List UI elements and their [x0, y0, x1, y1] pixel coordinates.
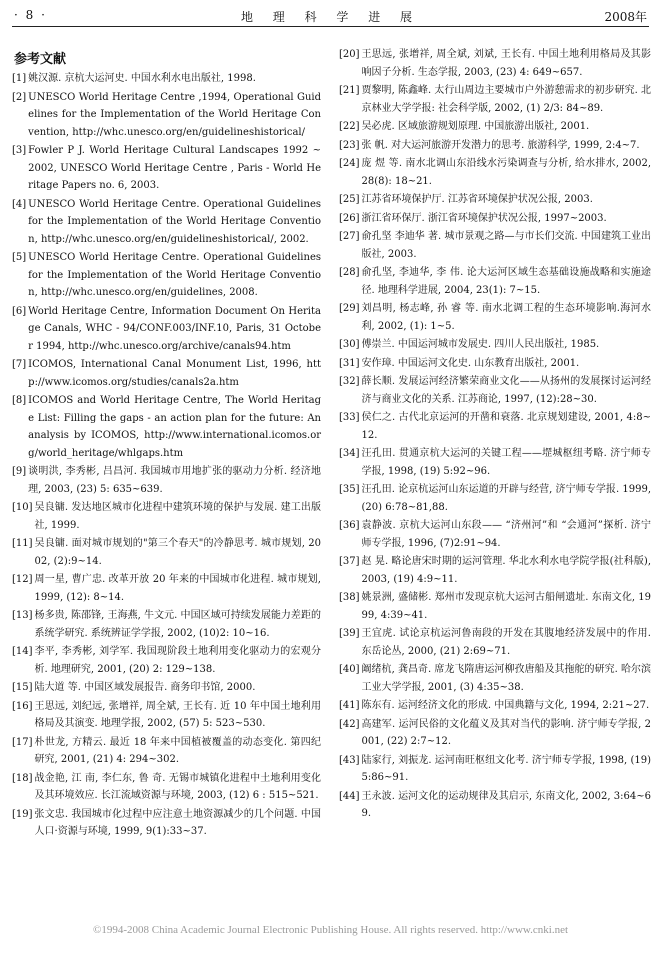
- reference-number: [34]: [339, 448, 360, 459]
- reference-item: [339, 264, 651, 299]
- page-number: · 8 ·: [14, 8, 47, 22]
- reference-number: [20]: [339, 49, 360, 60]
- reference-text: 俞孔坚 李迪华 著. 城市景观之路—与市长们交流. 中国建筑工业出版社, 2003.: [361, 231, 651, 260]
- reference-item: [12, 249, 321, 302]
- reference-text: 王思远, 刘纪远, 张增祥, 周全斌, 王长有. 近 10 年中国土地利用格局及其演变. 地理学报, 2002, (57) 5: 523~530.: [34, 700, 321, 729]
- reference-item: [339, 716, 651, 751]
- reference-number: [17]: [12, 736, 33, 748]
- reference-item: [339, 445, 651, 480]
- reference-text: 阚绪杭, 龚昌奇. 席龙飞隋唐运河柳孜唐船及其拖舵的研究. 哈尔滨工业大学学报, 2001, (3) 4:35~38.: [361, 664, 651, 693]
- reference-number: [27]: [339, 231, 360, 242]
- reference-item: [12, 463, 321, 498]
- reference-item: [339, 336, 651, 354]
- references-left-column: [12, 70, 321, 842]
- reference-number: [43]: [339, 754, 360, 766]
- reference-number: [28]: [339, 267, 360, 278]
- reference-item: [339, 191, 651, 209]
- reference-text: 王思远, 张增祥, 周全斌, 刘斌, 王长有. 中国土地利用格局及其影响因子分析. 生态学报, 2003, (23) 4: 649~657.: [361, 49, 651, 78]
- page-header: [0, 0, 661, 34]
- reference-text: 李平, 李秀彬, 刘学军. 我国现阶段土地利用变化驱动力的宏观分析. 地理研究, 2001, (20) 2: 129~138.: [34, 646, 321, 675]
- reference-item: [339, 300, 651, 335]
- reference-item: [12, 643, 321, 678]
- reference-number: [29]: [339, 303, 360, 314]
- reference-item: [339, 788, 651, 823]
- reference-item: [339, 46, 651, 81]
- copyright-footer: ©1994-2008 China Academic Journal Electronic Publishing House. All rights reserved. http://www.cnki.net: [92, 924, 569, 936]
- reference-text: 张 帆. 对大运河旅游开发潜力的思考. 旅游科学, 1999, 2:4~7.: [361, 139, 640, 151]
- reference-number: [2]: [12, 91, 27, 103]
- reference-item: [339, 137, 651, 155]
- reference-number: [16]: [12, 700, 33, 712]
- reference-number: [12]: [12, 574, 33, 585]
- reference-text: 江苏省环境保护厅. 江苏省环境保护状况公报, 2003.: [361, 194, 593, 205]
- reference-text: 傅崇兰. 中国运河城市发展史. 四川人民出版社, 1985.: [361, 339, 600, 350]
- reference-text: 吴良镛. 面对城市规划的"第三个春天"的冷静思考. 城市规划, 2002, (2):9~14.: [34, 538, 321, 567]
- reference-text: 薛长顺. 发展运河经济繁荣商业文化——从扬州的发展探讨运河经济与商业文化的关系. 江苏商论, 1997, (12):28~30.: [361, 376, 651, 405]
- reference-text: ICOMOS, International Canal Monument List, 1996, http://www.icomos.org/studies/canals2a.htm: [28, 359, 321, 388]
- reference-item: [12, 806, 321, 841]
- reference-item: [339, 517, 651, 552]
- reference-text: 刘昌明, 杨志峰, 孙 睿 等. 南水北调工程的生态环境影响.海河水利, 2002, (1): 1~5.: [361, 303, 651, 332]
- reference-text: World Heritage Centre, Information Document On Heritage Canals, WHC - 94/CONF.003/INF.10, Paris, 31 October 1994, http://whc.unesco.org/archive/canals94.htm: [28, 305, 321, 352]
- reference-text: 俞孔坚, 李迪华, 李 伟. 论大运河区域生态基础设施战略和实施途径. 地理科学进展, 2004, 23(1): 7~15.: [361, 267, 651, 296]
- reference-text: 杨多贵, 陈邵锋, 王海燕, 牛文元. 中国区域可持续发展能力差距的系统学研究. 系统辨证学学报, 2002, (10)2: 10~16.: [34, 610, 321, 639]
- reference-item: [339, 481, 651, 516]
- reference-number: [36]: [339, 520, 360, 531]
- reference-item: [12, 392, 321, 462]
- references-right-column: [339, 46, 651, 824]
- reference-item: [339, 373, 651, 408]
- reference-text: 陆大道 等. 中国区域发展报告. 商务印书馆, 2000.: [34, 682, 256, 693]
- reference-text: ICOMOS and World Heritage Centre, The World Heritage List: Filling the gaps - an action plan for the future: An analysis by ICOMOS, http://www.international.icomos.org/world_heritage/whlgaps.htm: [28, 395, 321, 459]
- reference-text: 汪孔田. 论京杭运河山东运道的开辟与经营, 济宁师专学报. 1999, (20) 6:78~81,88.: [361, 484, 651, 513]
- reference-text: 吴良镛. 发达地区城市化进程中建筑环境的保护与发展. 建工出版社, 1999.: [34, 502, 321, 531]
- reference-text: UNESCO World Heritage Centre. Operational Guidelines for the Implementation of the World Heritage Convention, http://whc.unesco.org/en/guidelines, 2008.: [28, 252, 321, 298]
- reference-item: [339, 355, 651, 373]
- journal-year: 2008年: [604, 10, 647, 24]
- reference-text: 战金艳, 江 南, 李仁东, 鲁 奇. 无锡市城镇化进程中土地利用变化及其环境效应. 长江流域资源与环境, 2003, (12) 6 : 515~521.: [34, 772, 321, 801]
- reference-number: [33]: [339, 412, 360, 423]
- reference-item: [12, 303, 321, 356]
- reference-text: 高建军. 运河民俗的文化蕴义及其对当代的影响. 济宁师专学报, 2001, (22) 2:7~12.: [361, 718, 651, 747]
- reference-item: [339, 82, 651, 117]
- header-rule: [12, 26, 649, 27]
- reference-item: [339, 752, 651, 787]
- reference-text: 朴世龙, 方精云. 最近 18 年来中国植被覆盖的动态变化. 第四纪研究, 2001, (21) 4: 294~302.: [34, 736, 321, 765]
- reference-number: [32]: [339, 376, 360, 387]
- reference-item: [12, 698, 321, 733]
- reference-item: [12, 734, 321, 769]
- reference-item: [12, 770, 321, 805]
- reference-item: [339, 155, 651, 190]
- reference-item: [339, 661, 651, 696]
- reference-text: 侯仁之. 古代北京运河的开凿和衰落. 北京规划建设, 2001, 4:8~12.: [361, 412, 651, 441]
- reference-number: [18]: [12, 772, 33, 784]
- reference-text: 赵 晃. 略论唐宋时期的运河管理. 华北水利水电学院学报(社科版), 2003, (19) 4:9~11.: [361, 556, 651, 585]
- reference-number: [6]: [12, 305, 27, 317]
- journal-title: 地 理 科 学 进 展: [240, 10, 421, 24]
- reference-text: UNESCO World Heritage Centre ,1994, Operational Guidelines for the Implementation of the World Heritage Convention, http://whc.unesco.org/en/guidelineshistorical/: [28, 91, 321, 138]
- reference-item: [339, 589, 651, 624]
- reference-number: [44]: [339, 790, 360, 802]
- reference-number: [5]: [12, 252, 27, 263]
- reference-item: [12, 142, 321, 195]
- reference-item: [339, 697, 651, 715]
- reference-text: 王永波. 运河文化的运动规律及其启示, 东南文化, 2002, 3:64~69.: [361, 790, 651, 819]
- reference-item: [339, 625, 651, 660]
- reference-item: [12, 679, 321, 697]
- reference-text: 安作璋. 中国运河文化史. 山东教育出版社, 2001.: [361, 357, 580, 369]
- reference-number: [30]: [339, 339, 360, 350]
- reference-number: [35]: [339, 484, 360, 495]
- reference-number: [4]: [12, 198, 27, 210]
- reference-number: [14]: [12, 646, 33, 657]
- reference-text: 姚汉源. 京杭大运河史. 中国水利水电出版社, 1998.: [28, 73, 256, 84]
- reference-number: [38]: [339, 592, 360, 603]
- reference-item: [339, 553, 651, 588]
- reference-item: [12, 196, 321, 249]
- reference-text: 张文忠. 我国城市化过程中应注意土地资源减少的几个问题. 中国人口·资源与环境, 1999, 9(1):33~37.: [34, 808, 321, 837]
- reference-number: [37]: [339, 556, 360, 567]
- reference-number: [41]: [339, 700, 360, 711]
- reference-number: [25]: [339, 194, 360, 205]
- reference-number: [42]: [339, 718, 360, 730]
- reference-number: [13]: [12, 610, 33, 621]
- reference-number: [7]: [12, 359, 27, 370]
- reference-number: [11]: [12, 538, 33, 549]
- reference-text: 陈东有. 运河经济文化的形成. 中国典籍与文化, 1994, 2:21~27.: [361, 700, 650, 711]
- reference-item: [339, 118, 651, 136]
- reference-number: [26]: [339, 212, 360, 224]
- reference-item: [12, 356, 321, 391]
- reference-number: [10]: [12, 502, 33, 513]
- reference-number: [19]: [12, 808, 33, 820]
- reference-text: 周一星, 曹广忠. 改革开放 20 年来的中国城市化进程. 城市规划, 1999, (12): 8~14.: [34, 574, 321, 603]
- reference-number: [1]: [12, 73, 27, 84]
- references-heading: 参考文献: [14, 52, 67, 67]
- reference-text: 陆家行, 刘振龙. 运河南旺枢纽文化考. 济宁师专学报, 1998, (19) 5:86~91.: [361, 754, 651, 783]
- reference-item: [12, 499, 321, 534]
- reference-text: 庞 煜 等. 南水北调山东沿线水污染调查与分析, 给水排水, 2002, 28(8): 18~21.: [361, 158, 651, 187]
- reference-item: [339, 228, 651, 263]
- reference-item: [12, 89, 321, 142]
- reference-number: [31]: [339, 357, 360, 369]
- reference-text: UNESCO World Heritage Centre. Operational Guidelines for the Implementation of the World Heritage Convention, http://whc.unesco.org/en/guidelineshistorical/, 2002.: [28, 198, 321, 245]
- reference-text: 浙江省环保厅. 浙江省环境保护状况公报, 1997~2003.: [361, 212, 607, 224]
- reference-item: [12, 70, 321, 88]
- reference-item: [12, 571, 321, 606]
- reference-number: [23]: [339, 139, 360, 151]
- reference-number: [21]: [339, 85, 360, 96]
- reference-text: 王宜虎. 试论京杭运河鲁南段的开发在其腹地经济发展中的作用. 东岳论丛, 2000, (21) 2:69~71.: [361, 628, 651, 657]
- reference-number: [9]: [12, 466, 27, 477]
- reference-number: [40]: [339, 664, 360, 675]
- reference-item: [12, 607, 321, 642]
- reference-number: [22]: [339, 121, 360, 132]
- reference-text: 汪孔田. 贯通京杭大运河的关键工程——堽城枢纽考略. 济宁师专学报, 1998, (19) 5:92~96.: [361, 448, 651, 477]
- reference-text: Fowler P J. World Heritage Cultural Landscapes 1992 ~ 2002, UNESCO World Heritage Centre , Paris - World Heritage Papers no. 6, 2003.: [28, 145, 321, 191]
- reference-number: [15]: [12, 682, 33, 693]
- reference-number: [24]: [339, 158, 360, 169]
- reference-item: [339, 210, 651, 228]
- reference-number: [8]: [12, 395, 27, 406]
- reference-text: 谈明洪, 李秀彬, 吕昌河. 我国城市用地扩张的驱动力分析. 经济地理, 2003, (23) 5: 635~639.: [28, 466, 321, 495]
- reference-number: [39]: [339, 628, 360, 639]
- reference-number: [3]: [12, 145, 27, 156]
- reference-item: [12, 535, 321, 570]
- reference-text: 姚景洲, 盛储彬. 郑州市发现京杭大运河古船闸遗址. 东南文化, 1999, 4:39~41.: [361, 592, 651, 621]
- reference-text: 贾黎明, 陈鑫峰. 太行山周边主要城市户外游憩需求的初步研究. 北京林业大学学报: 社会科学版, 2002, (1) 2/3: 84~89.: [361, 85, 651, 114]
- reference-text: 吴必虎. 区域旅游规划原理. 中国旅游出版社, 2001.: [361, 121, 590, 132]
- reference-text: 袁静波. 京杭大运河山东段—— “济州河”和 “会通河”探析. 济宁师专学报, 1996, (7)2:91~94.: [361, 520, 651, 549]
- reference-item: [339, 409, 651, 444]
